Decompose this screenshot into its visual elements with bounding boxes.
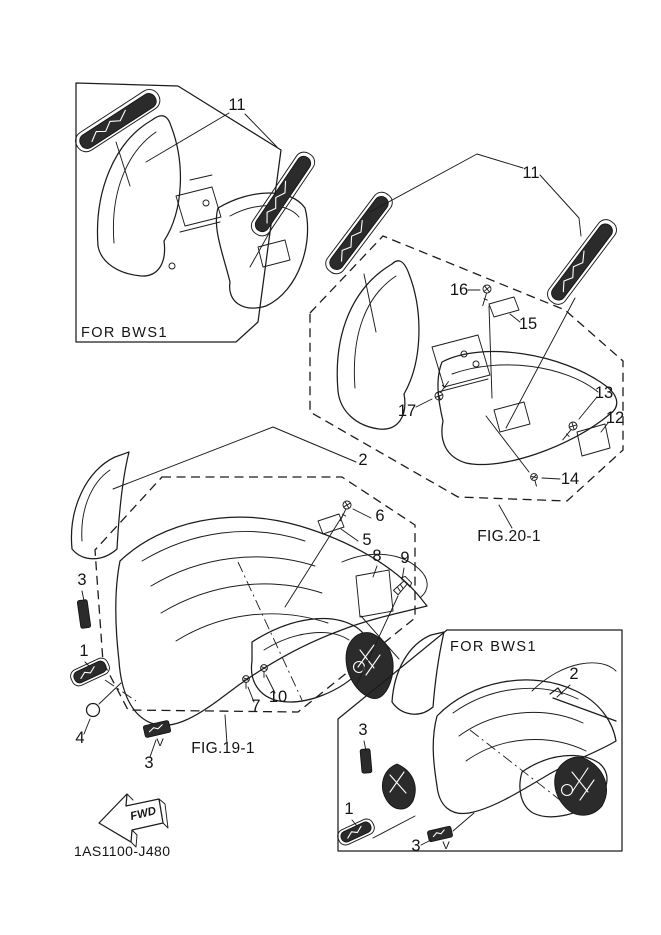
screw-icon [434,379,450,401]
callout-17: 17 [397,402,417,420]
leader-line [285,509,371,607]
fender-line [466,740,586,761]
leader-line [542,478,560,479]
callout-11: 11 [228,96,246,114]
callout-11: 11 [522,164,540,182]
box-label: FOR BWS1 [450,639,537,655]
callout-6: 6 [375,507,385,525]
fig20-caption: FIG.20-1 [477,528,541,545]
fender-line [438,352,617,465]
emblem-decal [68,656,111,688]
plate-part [356,570,393,617]
bracket-line [432,335,490,392]
callout-15: 15 [518,315,538,333]
fender-line [97,116,180,276]
plate-part [489,297,519,317]
callout-5: 5 [362,531,372,549]
sticker-decal [360,749,372,774]
screw-icon [473,361,479,367]
emblem-decal [322,189,396,278]
fwd-label: FWD [129,805,158,824]
box-label: FOR BWS1 [81,325,168,341]
fender-line [176,614,328,641]
callout-2: 2 [358,451,368,469]
sticker-decal [143,720,171,738]
pointer-line [116,142,272,267]
pointer-line [364,274,575,472]
callout-16: 16 [449,281,469,299]
fender-line [161,584,322,613]
graphic-decal [555,757,607,815]
leader-line [468,290,492,398]
part-number: 1AS1100-J480 [74,843,171,859]
callout-13: 13 [594,384,614,402]
leader-line [113,427,356,489]
bracket-line [180,175,220,232]
leader-line [84,683,121,734]
graphic-decal [382,764,415,809]
leader-line [370,154,581,236]
bracket-line [176,187,221,226]
callout-7: 7 [251,697,261,715]
plate-part [577,424,610,456]
fender-line [392,632,444,714]
graphic-decal [346,633,393,699]
caption-leader [499,505,512,528]
fender-line [459,712,583,736]
callout-4: 4 [75,729,85,747]
fig20-group [310,154,624,545]
emblem-decal [544,216,620,308]
screw-icon [169,263,175,269]
fender-line [151,557,315,586]
fig19-caption: FIG.19-1 [191,740,255,757]
fender-line [71,452,129,559]
v-mark: V [442,840,450,852]
callout-1: 1 [79,642,89,660]
fender-line [82,470,110,541]
centerline [470,730,560,800]
plate-part [318,514,344,534]
callout-2: 2 [569,665,579,683]
callout-1: 1 [344,800,354,818]
leader-line [341,529,358,541]
fender-line [264,633,349,650]
callout-9: 9 [400,549,410,567]
callout-12: 12 [605,409,625,427]
callout-14: 14 [560,470,580,488]
emblem-decal [335,817,376,848]
v-mark: V [156,737,164,749]
fender-art [337,261,616,472]
fwd-arrow-icon [99,794,168,847]
callout-3: 3 [411,837,421,855]
screw-icon [203,200,209,206]
leader-line [416,399,432,407]
screw-icon [243,676,250,689]
callout-10: 10 [268,688,288,706]
sticker-decal [77,599,91,628]
footer [74,794,170,859]
fig19-group [68,427,427,772]
top-for-bws1-box [72,83,318,342]
fender-line [142,531,305,561]
callout-3: 3 [77,571,87,589]
grommet-part [87,704,100,717]
callout-3: 3 [144,754,154,772]
leader-line [82,591,84,601]
callout-8: 8 [372,547,382,565]
fender-line [113,132,156,243]
leader-line [146,113,277,162]
screw-icon [481,285,491,307]
callout-3: 3 [358,721,368,739]
clip-icon [530,473,540,487]
